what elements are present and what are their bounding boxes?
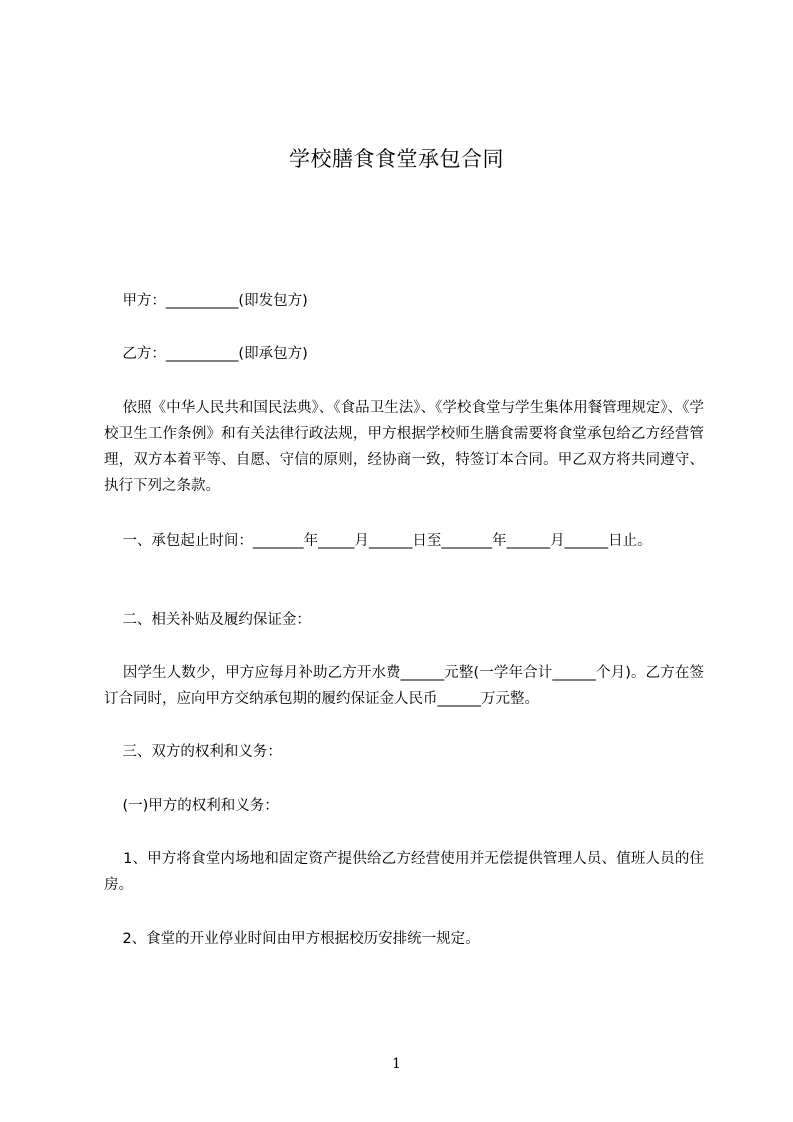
section-2-heading: 二、相关补贴及履约保证金： [104,612,311,628]
party-a-line: 甲方：__________(即发包方) [104,293,308,309]
clause-item-2: 2、食堂的开业停业时间由甲方根据校历安排统一规定。 [104,931,480,947]
section-2-body: 因学生人数少，甲方应每月补助乙方开水费______元整(一学年合计______个月)。乙方在签订合同时，应向甲方交纳承包期的履约保证金人民币______万元整。 [104,665,705,707]
section-3-heading: 三、双方的权利和义务： [104,744,282,760]
preamble-paragraph: 依照《中华人民共和国民法典》、《食品卫生法》、《学校食堂与学生集体用餐管理规定》、《学校卫生工作条例》和有关法律行政法规，甲方根据学校师生膳食需要将食堂承包给乙方经营管理，双方本着平等、自愿、守信的原则，经协商一致，特签订本合同。甲乙双方将共同遵守、执行下列之条款。 [104,400,705,494]
document-title: 学校膳食食堂承包合同 [289,147,504,171]
section-3-subsection-1-heading: (一)甲方的权利和义务： [104,798,279,814]
section-1-contract-period: 一、承包起止时间：_______年_____月______日至_______年______月______日止。 [104,533,652,549]
party-b-line: 乙方：__________(即承包方) [104,346,308,362]
clause-item-1: 1、甲方将食堂内场地和固定资产提供给乙方经营使用并无偿提供管理人员、值班人员的住房。 [104,851,704,893]
page-number: 1 [392,1056,401,1072]
